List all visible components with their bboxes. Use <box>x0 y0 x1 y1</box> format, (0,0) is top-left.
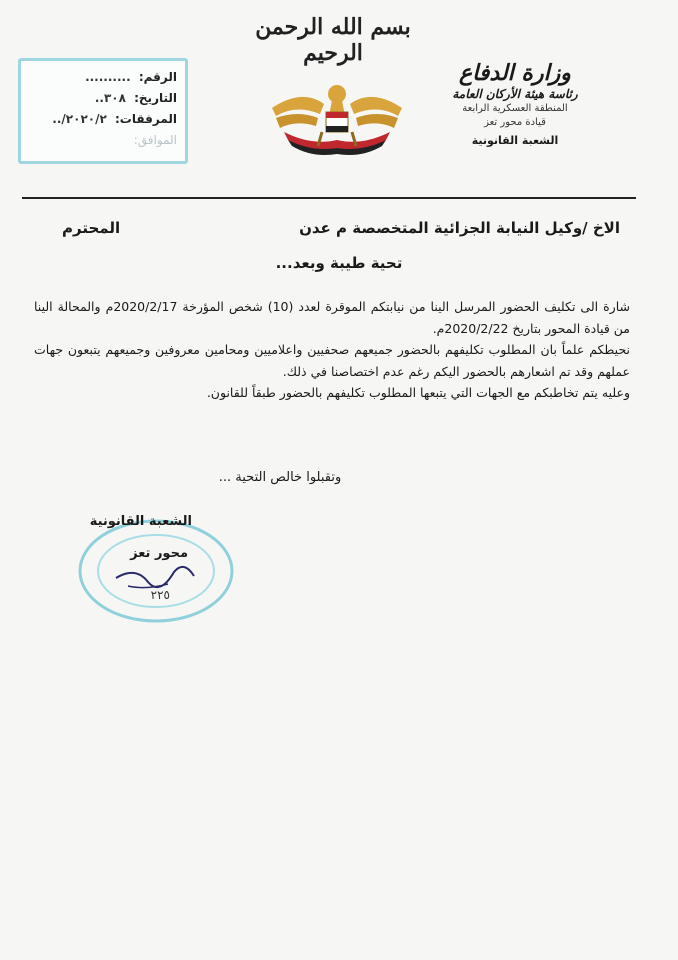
signature-block <box>70 508 240 628</box>
ref-attachments-label: المرفقات: <box>115 112 177 126</box>
ref-extra-row <box>27 130 177 151</box>
letter-body <box>34 296 630 404</box>
header-divider <box>22 197 636 199</box>
axis-command-name: قيادة محور تعز <box>484 117 546 128</box>
ref-date-value: ٣٠٨.. <box>94 91 126 105</box>
body-paragraph: نحيطكم علماً بان المطلوب تكليفهم بالحضور جميعهم صحفيين واعلاميين ومحامين معروفين وجميعهم يتبعون جهات عملهم وقد تم اشعارهم بالحضور اليكم رغم عدم اختصاصنا في ذلك. <box>34 342 630 379</box>
closing-line: وتقبلوا خالص التحية ... <box>218 470 342 485</box>
reference-stamp-box <box>18 58 188 164</box>
greeting-line: تحية طيبة وبعد... <box>275 254 403 272</box>
ref-extra-label: الموافق: <box>133 133 177 147</box>
ref-number-label: الرقم: <box>138 70 177 84</box>
ref-date-row <box>27 88 177 109</box>
signature-number: ٢٢٥ <box>150 588 170 602</box>
signature-department: الشعبة القانونية <box>89 514 192 529</box>
ref-number-row <box>27 67 177 88</box>
ref-date-label: التاريخ: <box>134 91 177 105</box>
body-paragraph: وعليه يتم تخاطبكم مع الجهات التي يتبعها المطلوب تكليفهم بالحضور طبقاً للقانون. <box>206 385 630 401</box>
chief-of-staff-name: رئاسة هيئة الأركان العامة <box>452 87 578 101</box>
ref-attachments-row <box>27 109 177 130</box>
region-name: المنطقة العسكرية الرابعة <box>462 103 568 114</box>
eagle-emblem-icon <box>262 70 412 162</box>
signature-axis: محور تعز <box>130 546 188 561</box>
body-paragraph: شارة الى تكليف الحضور المرسل الينا من نيابتكم الموقرة لعدد (10) شخص المؤرخة 2020/2/17م والمحالة الينا من قيادة المحور بتاريخ 2020/2/22م. <box>34 299 630 336</box>
department-name: الشعبة القانونية <box>471 134 559 147</box>
ministry-name: وزارة الدفاع <box>459 60 571 86</box>
ministry-header <box>420 60 610 152</box>
respect-word: المحترم <box>62 219 121 237</box>
ref-number-value: .......... <box>85 70 131 84</box>
addressee-line: الاخ /وكيل النيابة الجزائية المتخصصة م عدن <box>299 219 620 237</box>
ref-attachments-value: ٢٠٢٠/٢/.. <box>52 112 107 126</box>
official-seal-icon <box>76 516 236 626</box>
basmala-heading: بسم الله الرحمن الرحيم <box>255 14 411 66</box>
